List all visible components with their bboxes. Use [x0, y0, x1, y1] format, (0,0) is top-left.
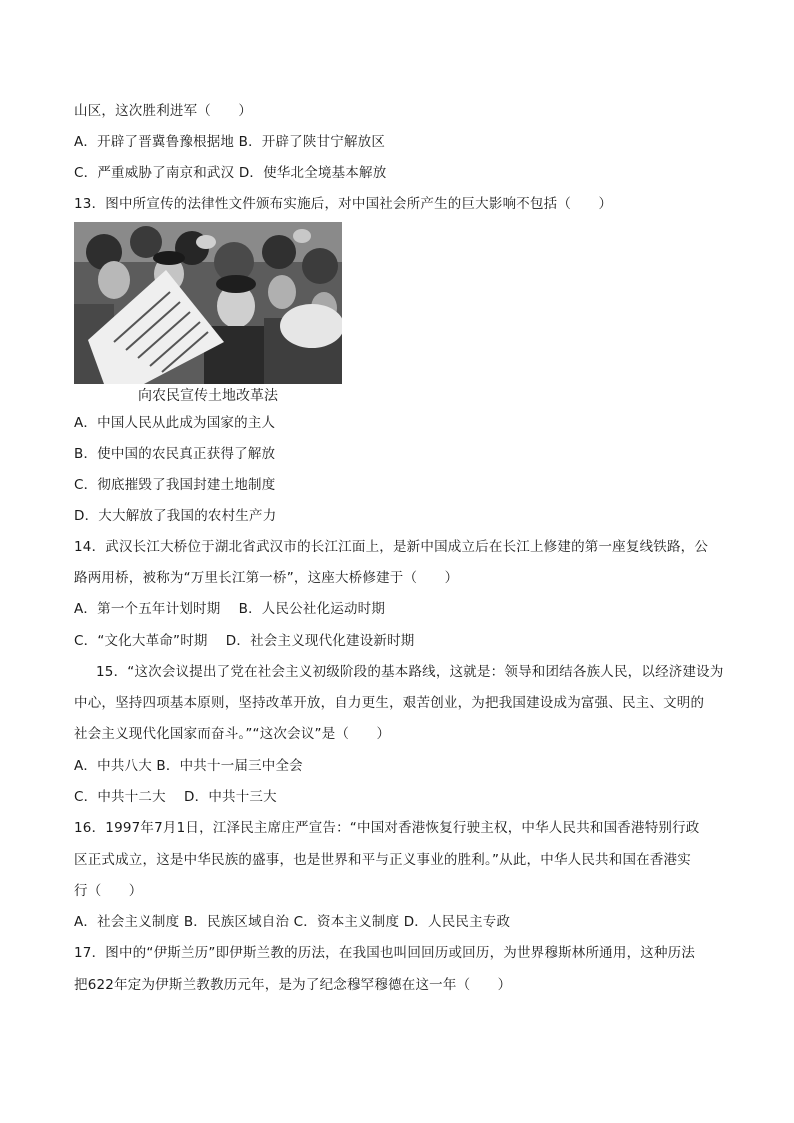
- q15-stem-line-3: 社会主义现代化国家而奋斗。”“这次会议”是（ ）: [74, 726, 391, 742]
- q15-stem-line-2: 中心，坚持四项基本原则，坚持改革开放，自力更生，艰苦创业，为把我国建设成为富强、民主、文明的: [74, 695, 705, 711]
- land-reform-photo-caption: 向农民宣传土地改革法: [138, 388, 278, 404]
- q14-stem-line-2: 路两用桥，被称为“万里长江第一桥”，这座大桥修建于（ ）: [74, 570, 459, 586]
- q16-stem-line-2: 区正式成立，这是中华民族的盛事，也是世界和平与正义事业的胜利。”从此，中华人民共和国在香港实: [74, 852, 691, 868]
- q13-option-a: A．中国人民从此成为国家的主人: [74, 415, 276, 431]
- q13-option-d: D．大大解放了我国的农村生产力: [74, 508, 277, 524]
- q12-options-cd: C．严重威胁了南京和武汉 D．使华北全境基本解放: [74, 165, 387, 181]
- q13-option-c: C．彻底摧毁了我国封建土地制度: [74, 477, 276, 493]
- q17-stem-line-2: 把622年定为伊斯兰教教历元年，是为了纪念穆罕穆德在这一年（ ）: [74, 977, 512, 993]
- q15-options-cd: C．中共十二大 D．中共十三大: [74, 789, 277, 805]
- q13-stem: 13．图中所宣传的法律性文件颁布实施后，对中国社会所产生的巨大影响不包括（ ）: [74, 196, 613, 212]
- q16-options: A．社会主义制度 B．民族区域自治 C．资本主义制度 D．人民民主专政: [74, 914, 511, 930]
- q12-stem-continuation: 山区，这次胜利进军（ ）: [74, 103, 253, 119]
- q14-options-ab: A．第一个五年计划时期 B．人民公社化运动时期: [74, 601, 386, 617]
- q16-stem-line-3: 行（ ）: [74, 883, 143, 899]
- q16-stem-line-1: 16．1997年7月1日，江泽民主席庄严宣告：“中国对香港恢复行驶主权，中华人民共和国香港特别行政: [74, 820, 700, 836]
- q14-options-cd: C．“文化大革命”时期 D．社会主义现代化建设新时期: [74, 633, 415, 649]
- land-reform-photo: [74, 222, 342, 384]
- q13-option-b: B．使中国的农民真正获得了解放: [74, 446, 276, 462]
- q14-stem-line-1: 14．武汉长江大桥位于湖北省武汉市的长江江面上，是新中国成立后在长江上修建的第一座复线铁路，公: [74, 539, 709, 555]
- q15-options-ab: A．中共八大 B．中共十一届三中全会: [74, 758, 303, 774]
- q12-options-ab: A．开辟了晋冀鲁豫根据地 B．开辟了陕甘宁解放区: [74, 134, 386, 150]
- q17-stem-line-1: 17．图中的“伊斯兰历”即伊斯兰教的历法，在我国也叫回回历或回历，为世界穆斯林所通用，这种历法: [74, 945, 696, 961]
- q15-stem-line-1: 15．“这次会议提出了党在社会主义初级阶段的基本路线，这就是：领导和团结各族人民，以经济建设为: [96, 664, 724, 680]
